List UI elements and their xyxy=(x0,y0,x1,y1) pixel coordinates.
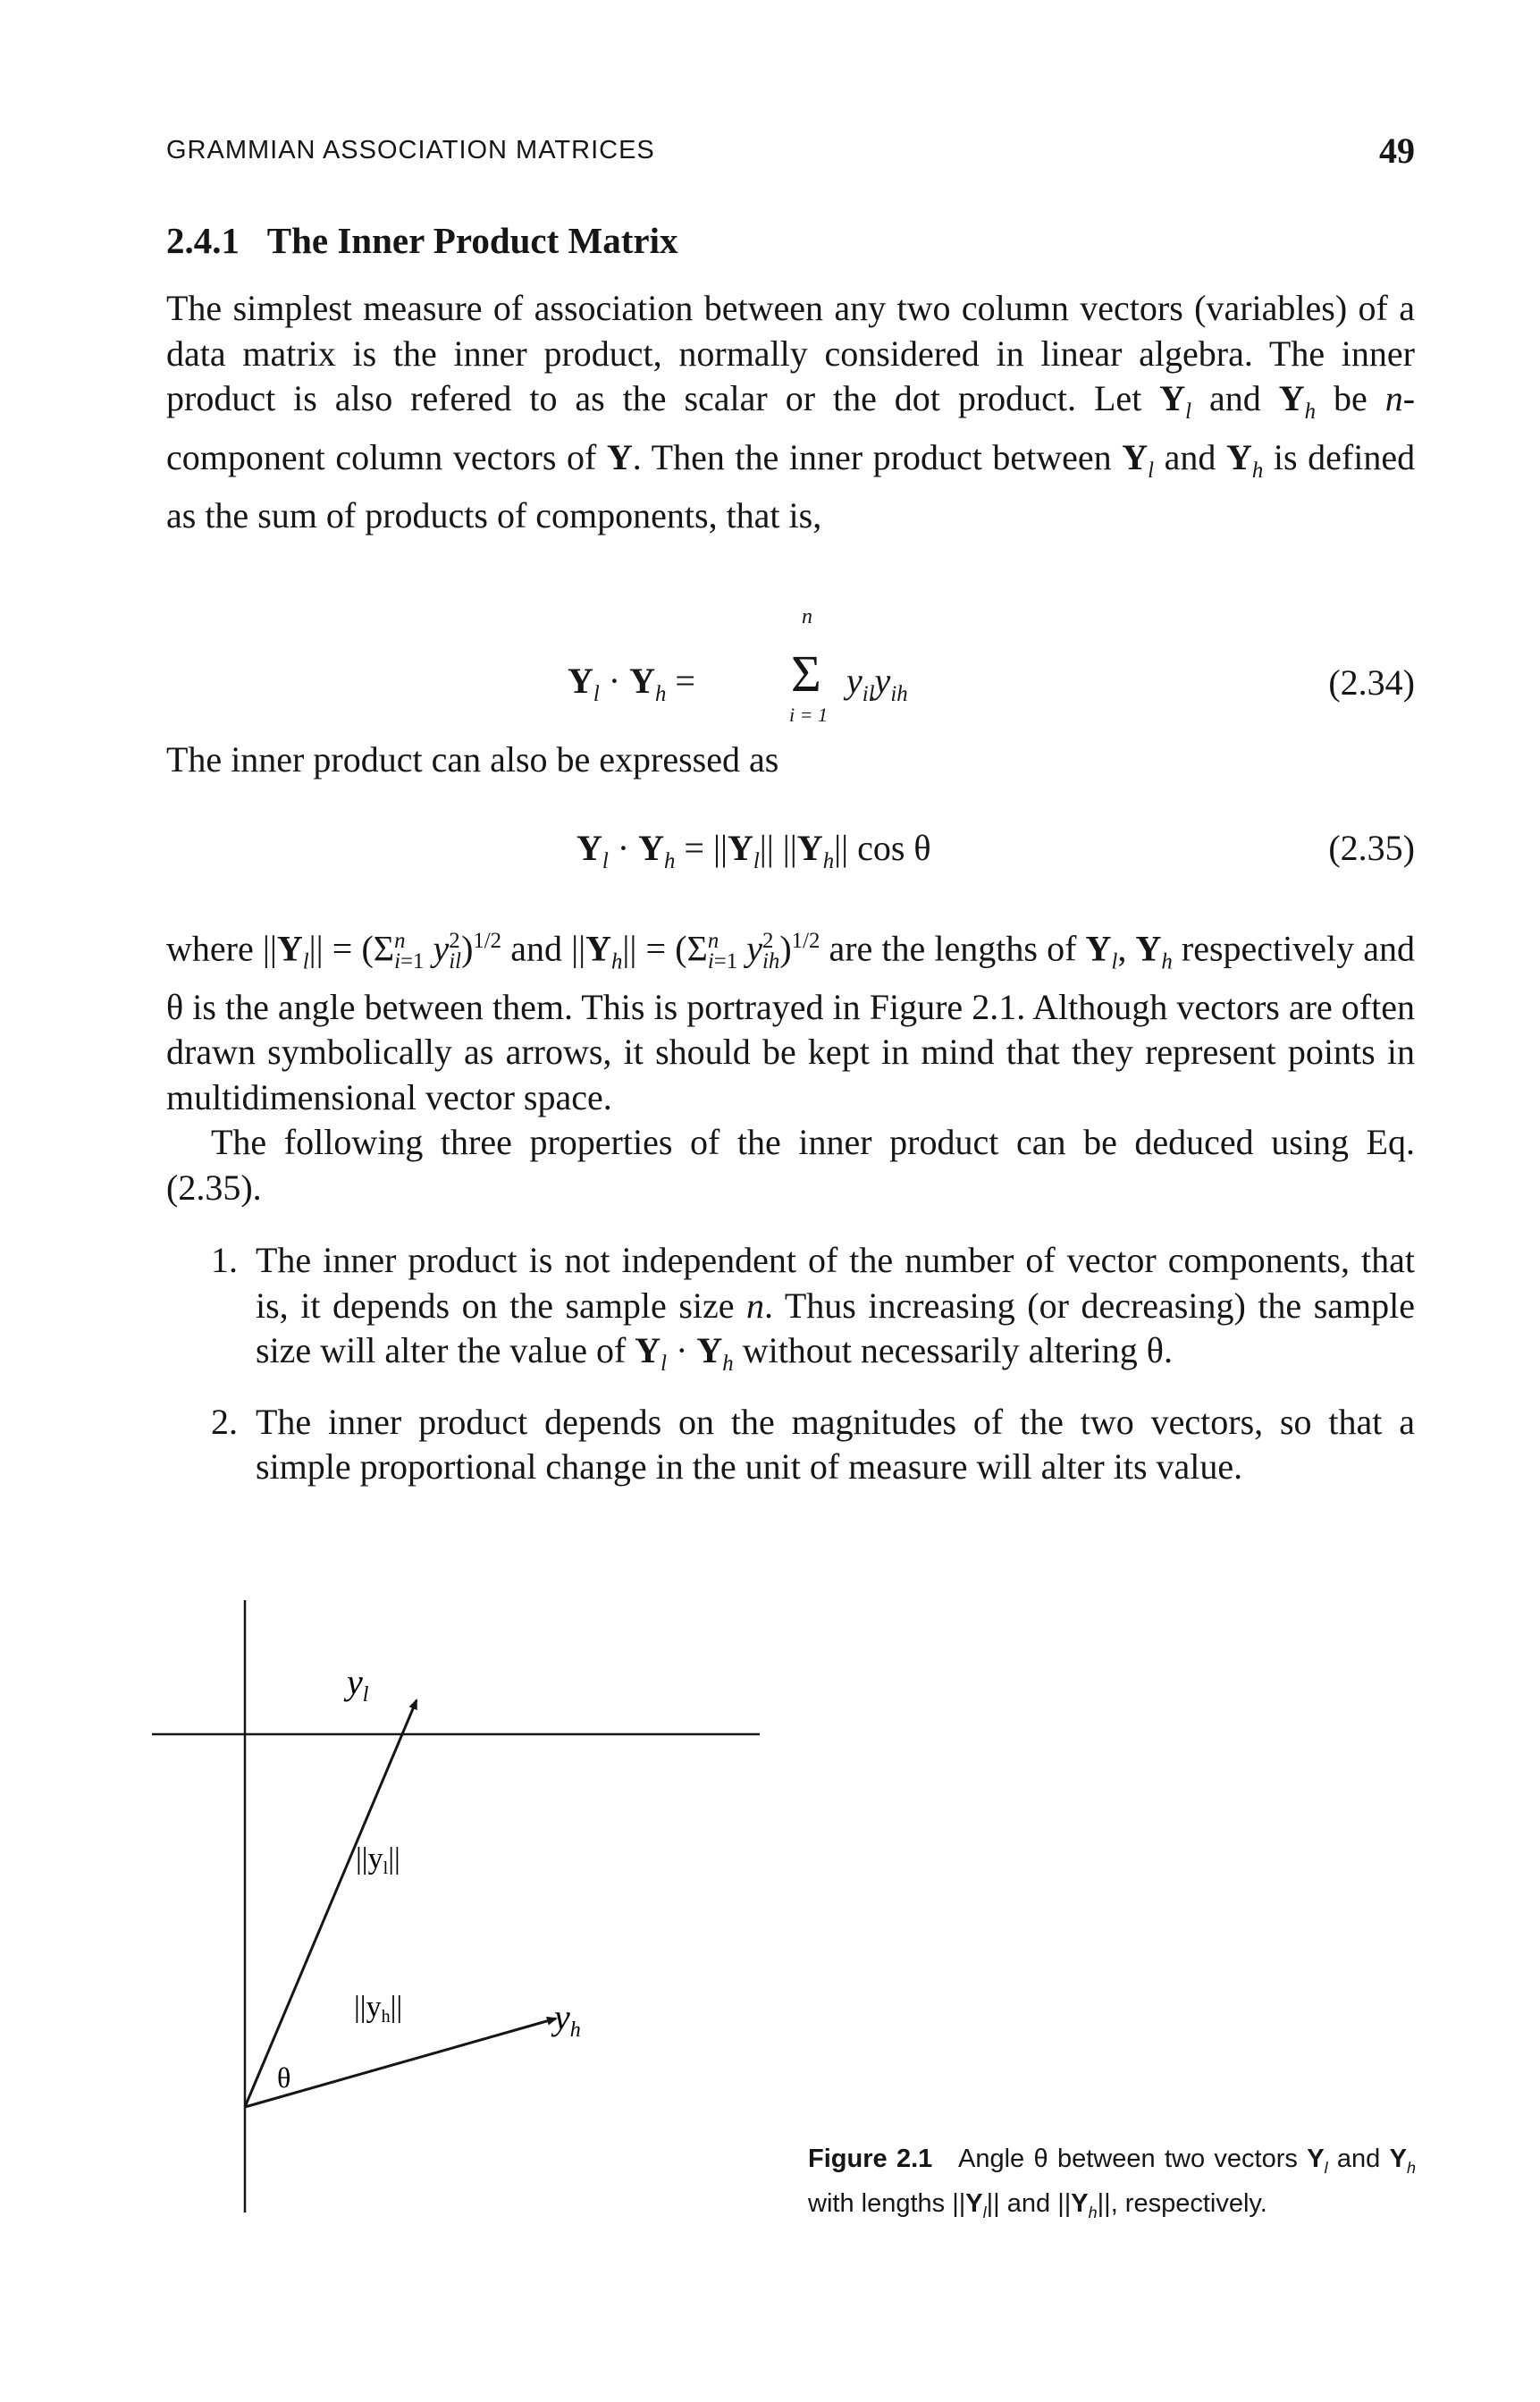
paragraph-3: where $||Y_l|| = (\Sigma^n_{i=1}$ $y^2_{il})^{1/2}$ and $||Y_h|| = (\Sigma^n_{i=1}$ $y^2_{ih})^{1/2}$ are the lengths of $Y_l$, $Y_h$ respectively and θ is the angle between them. This is portrayed in Figure 2.1. Although vectors are often drawn symbolically as arrows, it should be kept in mind that they represent points in multidimensional vector space. The following three properties of the inner product can be deduced using Eq. (2.35). xyxy=(166,919,1415,1210)
section-heading xyxy=(166,219,677,262)
sym-h: h xyxy=(1251,458,1264,483)
sym-y: y xyxy=(846,661,863,701)
paragraph-2 xyxy=(166,737,1415,783)
para3-and: and xyxy=(510,928,562,969)
sym-Y: Y xyxy=(696,1330,723,1370)
vector-yl-arrow xyxy=(245,1700,417,2107)
sym-Y: Y xyxy=(629,661,655,701)
list-number: 1. xyxy=(211,1240,238,1280)
sym-h: h xyxy=(1161,949,1173,974)
equation-2-34: $Y_l \cdot Y_h$ = Σ n i = 1 $y_{il}y_{ih}$ xyxy=(568,605,908,726)
sym-Y: Y xyxy=(576,828,602,868)
sym-Y: Y xyxy=(1122,436,1149,477)
sym-h: h xyxy=(655,682,667,706)
equation-number-2-34: (2.34) xyxy=(1328,662,1415,703)
list-number: 2. xyxy=(211,1401,238,1442)
section-title: The Inner Product Matrix xyxy=(266,220,678,261)
sym-l: l xyxy=(1324,2158,1328,2177)
sym-l: l xyxy=(602,849,609,873)
sym-Y: Y xyxy=(568,661,593,701)
list-text: without necessarily altering θ. xyxy=(742,1330,1173,1370)
list-text: The inner product is not independent of the number of vector components, that is, it depends on the sample size xyxy=(256,1240,1415,1326)
sym-l: l xyxy=(661,1352,668,1376)
caption-label: Figure 2.1 xyxy=(808,2145,933,2173)
sym-Y: Y xyxy=(585,928,611,969)
para1-be: be xyxy=(1333,378,1367,418)
paragraph-4: The following three properties of the inner product can be deduced using Eq. (2.35). xyxy=(166,1122,1415,1208)
caption-text: and xyxy=(1336,2145,1381,2173)
sym-l: l xyxy=(593,682,600,706)
sym-h: h xyxy=(1088,2203,1098,2221)
sym-l: l xyxy=(868,682,875,706)
para3-where: where xyxy=(166,928,254,969)
sym-Y: Y xyxy=(1225,436,1252,477)
sum-lower-limit: i = 1 xyxy=(789,704,828,726)
sym-h: h xyxy=(896,682,908,706)
label-theta: θ xyxy=(277,2061,291,2094)
cos-theta: cos θ xyxy=(857,828,931,868)
section-number: 2.4.1 xyxy=(166,220,240,261)
sym-Y: Y xyxy=(1135,928,1162,969)
sym-Y: Y xyxy=(1307,2145,1325,2173)
sym-Y: Y xyxy=(276,928,303,969)
equation-2-35: $Y_l \cdot Y_h = ||Y_l||$ $||Y_h||$ cos θ xyxy=(576,828,931,873)
paragraph-1 xyxy=(166,286,1415,539)
sym-l: l xyxy=(1185,400,1192,424)
caption-text: , respectively. xyxy=(1110,2188,1267,2218)
sym-Y: Y xyxy=(606,436,633,477)
para1-defined: is defined as the sum of products of components, that is, xyxy=(166,436,1416,535)
label-norm-yl: ||yl|| xyxy=(356,1842,400,1878)
sym-l: l xyxy=(753,849,760,873)
sym-l: l xyxy=(302,949,309,974)
list-item xyxy=(211,1400,1415,1490)
sym-Y: Y xyxy=(727,828,753,868)
sym-Y: Y xyxy=(635,1330,661,1370)
sym-h: h xyxy=(1304,400,1317,424)
para1-then: . Then the inner product between xyxy=(632,436,1112,477)
sym-h: h xyxy=(1406,2158,1416,2177)
figure-2-1 xyxy=(152,1600,778,2226)
caption-text: and xyxy=(1006,2188,1051,2218)
para2-text: The inner product can also be expressed as xyxy=(166,739,779,780)
list-text: The inner product depends on the magnitudes of the two vectors, so that a simple proportional change in the unit of measure will alter its value. xyxy=(256,1401,1415,1487)
sum-upper-limit: n xyxy=(802,605,812,628)
para1-and: and xyxy=(1209,378,1261,418)
para3-respectively: respectively and θ is the angle between them. This is portrayed in Figure 2.1. Although vectors are often drawn symbolically as arrows, it should be kept in mind that they represent points in multidimensional vector space. xyxy=(166,928,1415,1117)
sym-h: h xyxy=(664,849,676,873)
running-header: GRAMMIAN ASSOCIATION MATRICES xyxy=(166,136,655,164)
list-text: . Thus increasing (or decreasing) the sample size will alter the value of xyxy=(256,1285,1416,1370)
para1-and2: and xyxy=(1164,436,1216,477)
para1-component: -component column vectors of xyxy=(166,378,1416,477)
para3-are: are the lengths of xyxy=(829,928,1077,969)
figure-caption-text: Figure 2.1 Angle θ between two vectors $Y_l$ and $Y_h$ with lengths $||Y_l||$ and $||Y_h||$, respectively. xyxy=(808,2145,1416,2221)
caption-text: with lengths xyxy=(808,2188,946,2218)
sym-Y: Y xyxy=(1278,378,1305,418)
sym-n: n xyxy=(746,1285,765,1326)
para1-let: Let xyxy=(1094,378,1142,418)
sym-l: l xyxy=(982,2203,987,2221)
sym-h: h xyxy=(611,949,623,974)
equation-number-2-35: (2.35) xyxy=(1328,828,1415,868)
sym-l: l xyxy=(1111,949,1118,974)
list-item: 1. The inner product is not independent of the number of vector components, that is, it depends on the sample size n. Thus increasing (or decreasing) the sample size will alter the value of $Y_l \cdot Y_h$ without necessarily altering θ. xyxy=(211,1240,1416,1376)
sym-y: y xyxy=(874,661,891,701)
sym-Y: Y xyxy=(638,828,664,868)
page-number: 49 xyxy=(1379,131,1415,171)
sym-Y: Y xyxy=(796,828,823,868)
sym-l: l xyxy=(1148,458,1155,483)
caption-text: Angle θ between two vectors xyxy=(958,2145,1298,2173)
sym-Y: Y xyxy=(1389,2145,1407,2173)
sym-h: h xyxy=(822,849,835,873)
vector-yh-arrow xyxy=(245,2019,556,2107)
sym-Y: Y xyxy=(1159,378,1186,418)
label-yl: $y_l$ xyxy=(347,1662,369,1707)
sym-h: h xyxy=(722,1352,734,1376)
sym-Y: Y xyxy=(1071,2188,1089,2218)
label-norm-yh: ||yh|| xyxy=(354,1991,403,2027)
para1-text: The simplest measure of association between any two column vectors (variables) of a data matrix is the inner product, normally considered in linear algebra. The inner product is also refered to as the scalar or the dot product. xyxy=(166,288,1415,418)
label-yh: $y_h$ xyxy=(554,1997,581,2042)
sigma-symbol: Σ xyxy=(791,645,821,703)
property-list xyxy=(211,1238,1415,1503)
sym-Y: Y xyxy=(1085,928,1112,969)
sym-Y: Y xyxy=(965,2188,983,2218)
sym-n: n xyxy=(1384,378,1403,418)
